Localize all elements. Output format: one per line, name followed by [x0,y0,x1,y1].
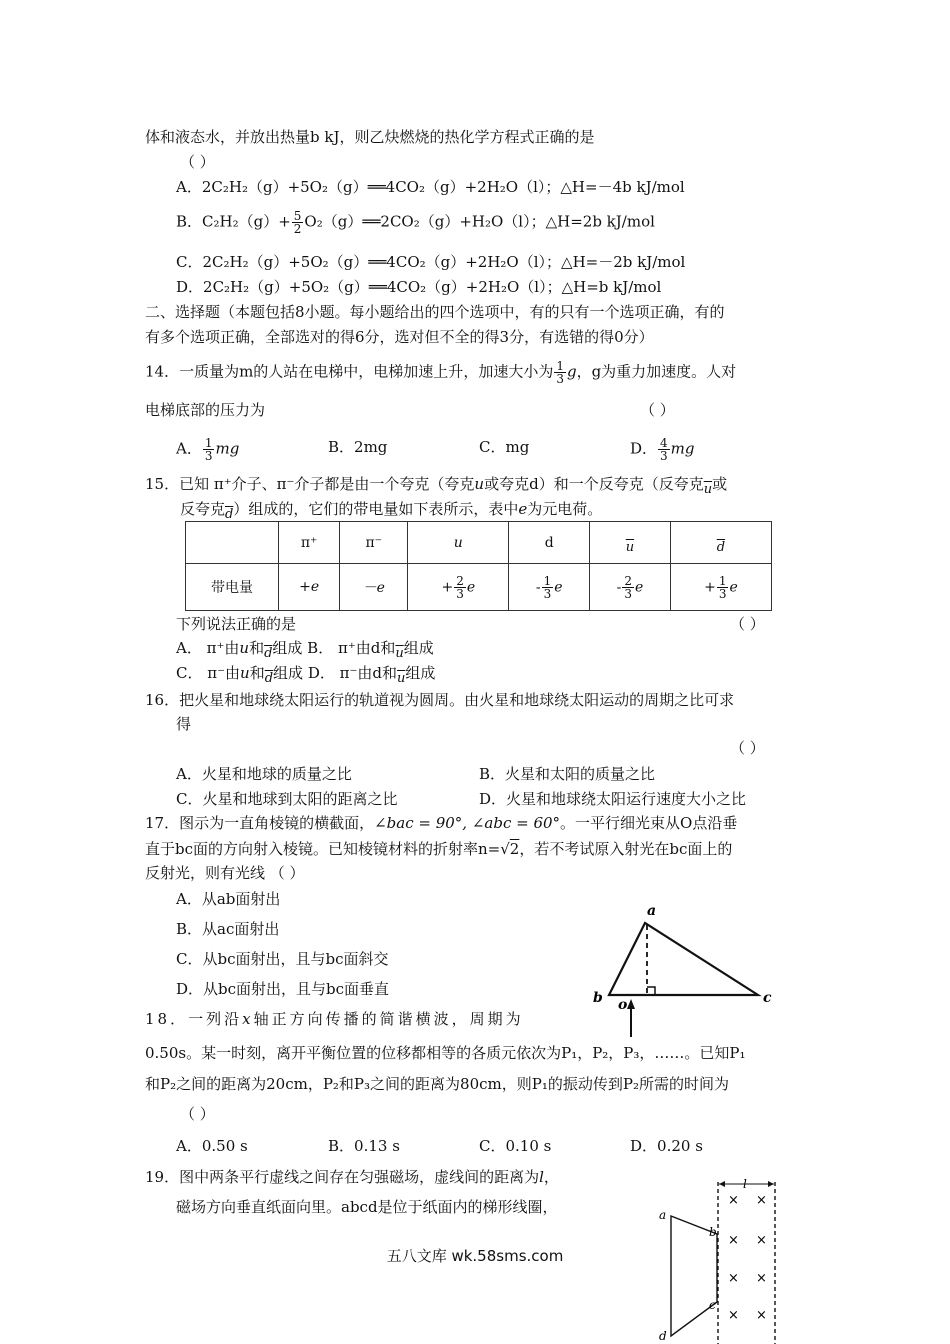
sign: + [704,579,716,595]
label-o: o [618,997,628,1013]
prism-triangle [609,923,758,995]
text: 19．图中两条平行虚线之间存在匀强磁场，虚线间的距离为 [145,1168,540,1186]
fraction [454,575,466,600]
header-d: d [509,522,590,564]
mg-symbol: mg [670,439,695,458]
q16-line1: 16．把火星和地球绕太阳运行的轨道视为圆周。由火星和地球绕太阳运动的周期之比可求 [145,691,735,709]
denominator: 3 [556,372,564,386]
dbar-symbol: $\overline{d}$ [716,539,726,555]
q13-b-pre: B．C₂H₂（g）+ [176,212,291,231]
q15-answer-paren: （ ） [730,615,765,633]
value-d [509,564,590,611]
q15-line2 [180,499,602,521]
field-x-mark: × [728,1308,739,1323]
fraction [622,575,634,600]
q19-line2: 磁场方向垂直纸面向里。abcd是位于纸面内的梯形线圈， [176,1198,558,1216]
field-x-mark: × [728,1193,739,1208]
u-symbol: u [474,475,485,493]
q16-option-a: A．火星和地球的质量之比 [176,765,352,783]
q13-b-post: O₂（g）══2CO₂（g）+H₂O（l）；△H=2b kJ/mol [304,212,655,231]
header-dbar [670,522,771,564]
q18-option-c: C．0.10 s [479,1137,552,1155]
q14-a-fraction [203,437,215,462]
q13-option-a: A．2C₂H₂（g）+5O₂（g）══4CO₂（g）+2H₂O（l）；△H=－4b kJ/mol [176,178,685,196]
q13-option-d: D．2C₂H₂（g）+5O₂（g）══4CO₂（g）+2H₂O（l）；△H=b kJ/mol [176,278,662,296]
section2-heading-line1: 二、选择题（本题包括8小题。每小题给出的四个选项中，有的只有一个选项正确，有的 [145,303,725,321]
q14-text-end: ，g为重力加速度。人对 [576,362,737,381]
ubar-symbol: $\overline{u}$ [625,539,635,555]
fraction [542,575,554,600]
table-corner-cell [186,522,279,564]
text: ）组成的，它们的带电量如下表所示，表中 [233,500,519,518]
numerator: 1 [718,573,727,588]
table-header-row [186,522,772,564]
q17-line2 [145,839,732,859]
text: 17．图示为一直角棱镜的横截面， [145,814,375,832]
field-x-mark: × [756,1308,767,1323]
q19-line1 [145,1167,559,1187]
value-pi-plus: +e [279,564,340,611]
text: 反夸克 [180,500,226,518]
e-symbol: e [466,579,476,595]
sqrt-symbol: √ [500,840,510,858]
label-l: l [743,1177,747,1191]
g-symbol: g [566,362,577,381]
value-pi-minus: －e [340,564,408,611]
q14-option-d [630,437,695,462]
dbar-symbol: $\overline{d}$ [264,646,273,661]
q17-line1 [145,813,737,833]
q17-line3: 反射光，则有光线 （ ） [145,864,305,882]
field-x-mark: × [756,1233,767,1248]
sign: - [535,579,541,595]
ubar-symbol: $\overline{u}$ [703,482,713,497]
numerator: 4 [660,436,668,450]
dbar-symbol: $\overline{d}$ [225,507,234,522]
q18-option-a: A．0.50 s [176,1137,248,1155]
option-letter: D． [630,439,658,458]
header-ubar [590,522,671,564]
q14-option-a [176,437,239,462]
text: 和 [249,639,265,657]
q18-answer-paren: （ ） [180,1105,215,1123]
field-x-mark: × [756,1271,767,1286]
text: 直于bc面的方向射入棱镜。已知棱镜材料的折射率n= [145,840,501,858]
x-symbol: x [242,1010,254,1028]
text: 18．一列沿 [145,1010,243,1028]
q13-continuation: 体和液态水，并放出热量b kJ，则乙炔燃烧的热化学方程式正确的是 [145,128,595,146]
field-x-mark: × [728,1271,739,1286]
denominator: 3 [543,586,552,601]
q16-option-d: D．火星和地球绕太阳运行速度大小之比 [479,790,747,808]
q18-option-b: B．0.13 s [328,1137,400,1155]
section2-heading-line2: 有多个选项正确，全部选对的得6分，选对但不全的得3分，有选错的得0分） [145,328,654,346]
denominator: 3 [718,586,727,601]
q14-line1 [145,360,736,385]
sign: + [441,579,454,595]
header-u: u [408,522,509,564]
label-c: c [763,990,772,1006]
value-ubar [590,564,671,611]
q16-option-c: C．火星和地球到太阳的距离之比 [176,790,398,808]
table-charge-row [186,564,772,611]
q13-b-fraction [292,210,304,235]
q14-d-fraction [658,437,670,462]
text: 轴正方向传播的简谐横波，周期为 [253,1010,524,1028]
q15-ask: 下列说法正确的是 [176,615,297,633]
text: ，若不考试原入射光在bc面上的 [519,840,733,858]
q14-fraction [554,360,566,385]
text: 组成 B． π⁺由d和 [272,639,396,657]
numerator: 5 [293,209,302,223]
option-letter: A． [176,439,202,458]
numerator: 1 [204,436,213,450]
width-arrow-left-head [719,1181,725,1187]
text: 组成 D． π⁻由d和 [273,664,397,682]
text: ， [543,1168,559,1186]
q17-option-a: A．从ab面射出 [176,890,281,908]
q13-answer-paren: （ ） [180,153,215,171]
q16-option-b: B．火星和太阳的质量之比 [479,765,656,783]
e-symbol: e [554,579,563,595]
fraction [717,575,729,600]
u-symbol: u [240,664,250,682]
q14-option-b: B．2mg [328,438,388,456]
label-a: a [647,903,657,919]
field-x-mark: × [756,1193,767,1208]
e-symbol: e [635,579,644,595]
text: 组成 [405,664,436,682]
label-b: b [709,1225,717,1239]
charge-table [185,521,772,611]
e-symbol: e [518,500,528,518]
text: 组成 [403,639,434,657]
label-c: c [709,1298,716,1312]
sign: - [616,579,622,595]
q14-text: 14．一质量为m的人站在电梯中，电梯加速上升，加速大小为 [145,362,554,381]
value-dbar [670,564,771,611]
q16-answer-paren: （ ） [730,739,765,757]
denominator: 3 [660,449,668,463]
numerator: 1 [543,573,552,588]
header-pi-plus: π⁺ [279,522,340,564]
q14-option-c: C．mg [479,438,530,456]
q15-options-cd [176,663,435,685]
denominator: 2 [293,222,302,236]
field-x-mark: × [728,1233,739,1248]
prism-figure [585,895,785,1045]
q14-line2: 电梯底部的压力为 [145,401,266,419]
denominator: 3 [456,586,464,601]
e-symbol: e [729,579,738,595]
u-symbol: u [239,639,250,657]
text: 。一平行细光束从O点沿垂 [560,814,738,832]
denominator: 3 [204,449,213,463]
q17-option-d: D．从bc面射出，且与bc面垂直 [176,980,390,998]
l-symbol: l [539,1168,544,1186]
q13-option-c: C．2C₂H₂（g）+5O₂（g）══4CO₂（g）+2H₂O（l）；△H=－2b kJ/mol [176,253,686,271]
q18-line2: 0.50s。某一时刻，离开平衡位置的位移都相等的各质元依次为P₁，P₂，P₃，……。已知P₁ [145,1044,746,1062]
q17-option-b: B．从ac面射出 [176,920,280,938]
text: 为元电荷。 [527,500,603,518]
q18-line3: 和P₂之间的距离为20cm，P₂和P₃之间的距离为80cm，则P₁的振动传到P₂所需的时间为 [145,1075,729,1093]
numerator: 1 [556,359,564,373]
q17-option-c: C．从bc面射出，且与bc面斜交 [176,950,389,968]
mg-symbol: mg [215,439,240,458]
text: 15．已知 π⁺介子、π⁻介子都是由一个夸克（夸克 [145,475,475,493]
right-angle-mark [647,987,655,995]
text: 或夸克d）和一个反夸克（反夸克 [484,475,704,493]
text: 或 [712,475,728,493]
value-u [408,564,509,611]
q16-line2: 得 [176,715,192,733]
footer-watermark: 五八文库 wk.58sms.com [386,1247,564,1265]
header-pi-minus: π⁻ [340,522,408,564]
text: 和 [249,664,265,682]
dbar-symbol: $\overline{d}$ [264,671,274,686]
numerator: 2 [456,573,464,588]
ubar-symbol: $\overline{u}$ [395,646,404,661]
row-label: 带电量 [186,564,279,611]
denominator: 3 [624,586,632,601]
q18-line1 [145,1009,524,1029]
label-b: b [593,990,603,1006]
q13-option-b [176,210,655,235]
q15-options-ab [176,638,434,660]
q15-line1 [145,474,727,496]
ubar-symbol: $\overline{u}$ [397,671,406,686]
text: C． π⁻由 [176,664,241,682]
numerator: 2 [624,573,632,588]
width-arrow-right-head [768,1181,774,1187]
angle-formula: ∠bac = 90°, ∠abc = 60° [374,814,561,832]
q14-answer-paren: （ ） [640,401,675,419]
arrow-head [627,999,635,1009]
text: A． π⁺由 [176,639,240,657]
label-d: d [659,1329,667,1343]
label-a: a [659,1208,667,1222]
sqrt-radicand: 2 [509,840,520,858]
q18-option-d: D．0.20 s [630,1137,703,1155]
